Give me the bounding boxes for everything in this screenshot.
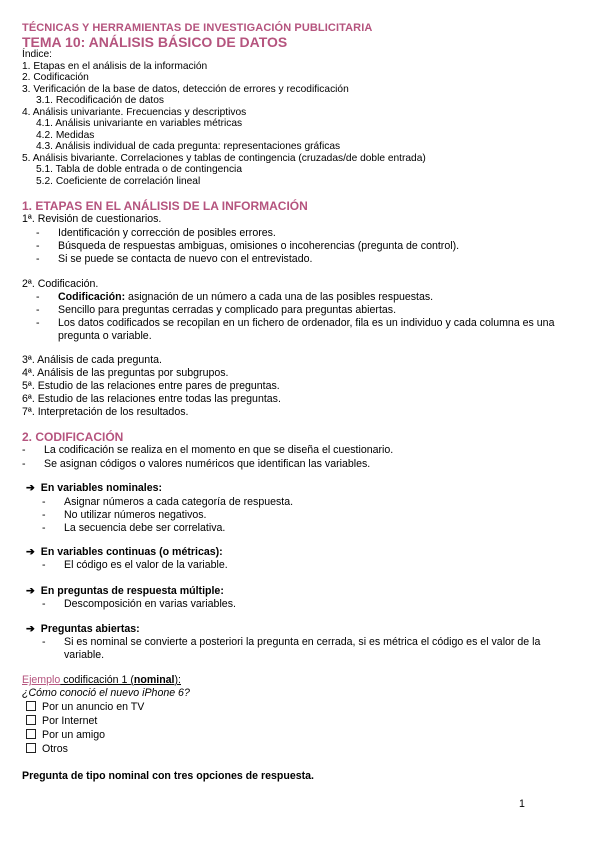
step: 5ª. Estudio de las relaciones entre pares de preguntas. [22, 380, 280, 392]
index-item: 1. Etapas en el análisis de la información [22, 61, 208, 72]
index-item: 2. Codificación [22, 72, 89, 83]
checkbox-icon[interactable] [26, 729, 36, 739]
index-item: 5. Análisis bivariante. Correlaciones y tablas de contingencia (cruzadas/de doble entrada) [22, 153, 426, 164]
index-subitem: 4.2. Medidas [36, 130, 95, 141]
step: 7ª. Interpretación de los resultados. [22, 406, 189, 418]
arrow-heading-multiple: ➔ En preguntas de respuesta múltiple: [26, 585, 224, 597]
checkbox-icon[interactable] [26, 743, 36, 753]
index-item: 3. Verificación de la base de datos, detección de errores y recodificación [22, 84, 349, 95]
step-2: 2ª. Codificación. [22, 278, 99, 290]
list-item: - Identificación y corrección de posibles errores. [58, 227, 276, 240]
arrow-heading-nominal: ➔ En variables nominales: [26, 482, 163, 494]
checkbox-option[interactable]: Por un amigo [26, 729, 105, 742]
course-title: TÉCNICAS Y HERRAMIENTAS DE INVESTIGACIÓN PUBLICITARIA [22, 22, 373, 34]
index-item: 4. Análisis univariante. Frecuencias y descriptivos [22, 107, 247, 118]
arrow-heading-continuous: ➔ En variables continuas (o métricas): [26, 546, 223, 558]
list-item-continuation: pregunta o variable. [58, 330, 152, 342]
example-note: Pregunta de tipo nominal con tres opciones de respuesta. [22, 770, 314, 782]
arrow-heading-open: ➔ Preguntas abiertas: [26, 623, 140, 635]
list-item: - Asignar números a cada categoría de respuesta. [64, 496, 293, 509]
index-label: Índice: [22, 49, 53, 60]
checkbox-option[interactable]: Por Internet [26, 715, 97, 728]
list-item [58, 291, 433, 304]
checkbox-icon[interactable] [26, 701, 36, 711]
list-item: - Búsqueda de respuestas ambiguas, omisiones o incoherencias (pregunta de control). [58, 240, 459, 253]
list-item: - No utilizar números negativos. [64, 509, 207, 522]
list-item: - Sencillo para preguntas cerradas y complicado para preguntas abiertas. [58, 304, 396, 317]
section-2-title: 2. CODIFICACIÓN [22, 430, 124, 444]
arrow-icon: ➔ [26, 585, 35, 597]
checkbox-option[interactable]: Por un anuncio en TV [26, 701, 144, 714]
page-number: 1 [519, 798, 525, 810]
index-subitem: 5.2. Coeficiente de correlación lineal [36, 176, 201, 187]
list-item: - Descomposición en varias variables. [64, 598, 236, 611]
step: 6ª. Estudio de las relaciones entre todas las preguntas. [22, 393, 281, 405]
index-subitem: 4.3. Análisis individual de cada pregunta: representaciones gráficas [36, 141, 341, 152]
example-question: ¿Cómo conoció el nuevo iPhone 6? [22, 687, 190, 699]
checkbox-option[interactable]: Otros [26, 743, 68, 756]
step: 3ª. Análisis de cada pregunta. [22, 354, 162, 366]
list-item: - La codificación se realiza en el momento en que se diseña el cuestionario. [44, 444, 393, 457]
list-item: - Si es nominal se convierte a posteriori la pregunta en cerrada, si es métrica el código es el valor de la [64, 636, 540, 649]
codificacion-rest: asignación de un número a cada una de las posibles respuestas. [125, 291, 434, 303]
list-item: - Si se puede se contacta de nuevo con el entrevistado. [58, 253, 312, 266]
arrow-icon: ➔ [26, 546, 35, 558]
list-item-continuation: variable. [64, 649, 105, 661]
list-item: - La secuencia debe ser correlativa. [64, 522, 225, 535]
step: 4ª. Análisis de las preguntas por subgrupos. [22, 367, 229, 379]
list-item: - El código es el valor de la variable. [64, 559, 228, 572]
checkbox-icon[interactable] [26, 715, 36, 725]
list-item: - Los datos codificados se recopilan en un fichero de ordenador, fila es un individuo y cada columna es una [58, 317, 554, 330]
section-1-title: 1. ETAPAS EN EL ANÁLISIS DE LA INFORMACIÓN [22, 199, 308, 213]
arrow-icon: ➔ [26, 623, 35, 635]
arrow-icon: ➔ [26, 482, 35, 494]
index-subitem: 3.1. Recodificación de datos [36, 95, 164, 106]
index-subitem: 4.1. Análisis univariante en variables métricas [36, 118, 243, 129]
example-heading: Ejemplo codificación 1 (nominal): [22, 674, 181, 686]
index-subitem: 5.1. Tabla de doble entrada o de contingencia [36, 164, 242, 175]
step-1: 1ª. Revisión de cuestionarios. [22, 213, 162, 225]
list-item: - Se asignan códigos o valores numéricos que identifican las variables. [44, 458, 370, 471]
codificacion-bold: Codificación: [58, 291, 126, 303]
topic-title: TEMA 10: ANÁLISIS BÁSICO DE DATOS [22, 34, 288, 50]
